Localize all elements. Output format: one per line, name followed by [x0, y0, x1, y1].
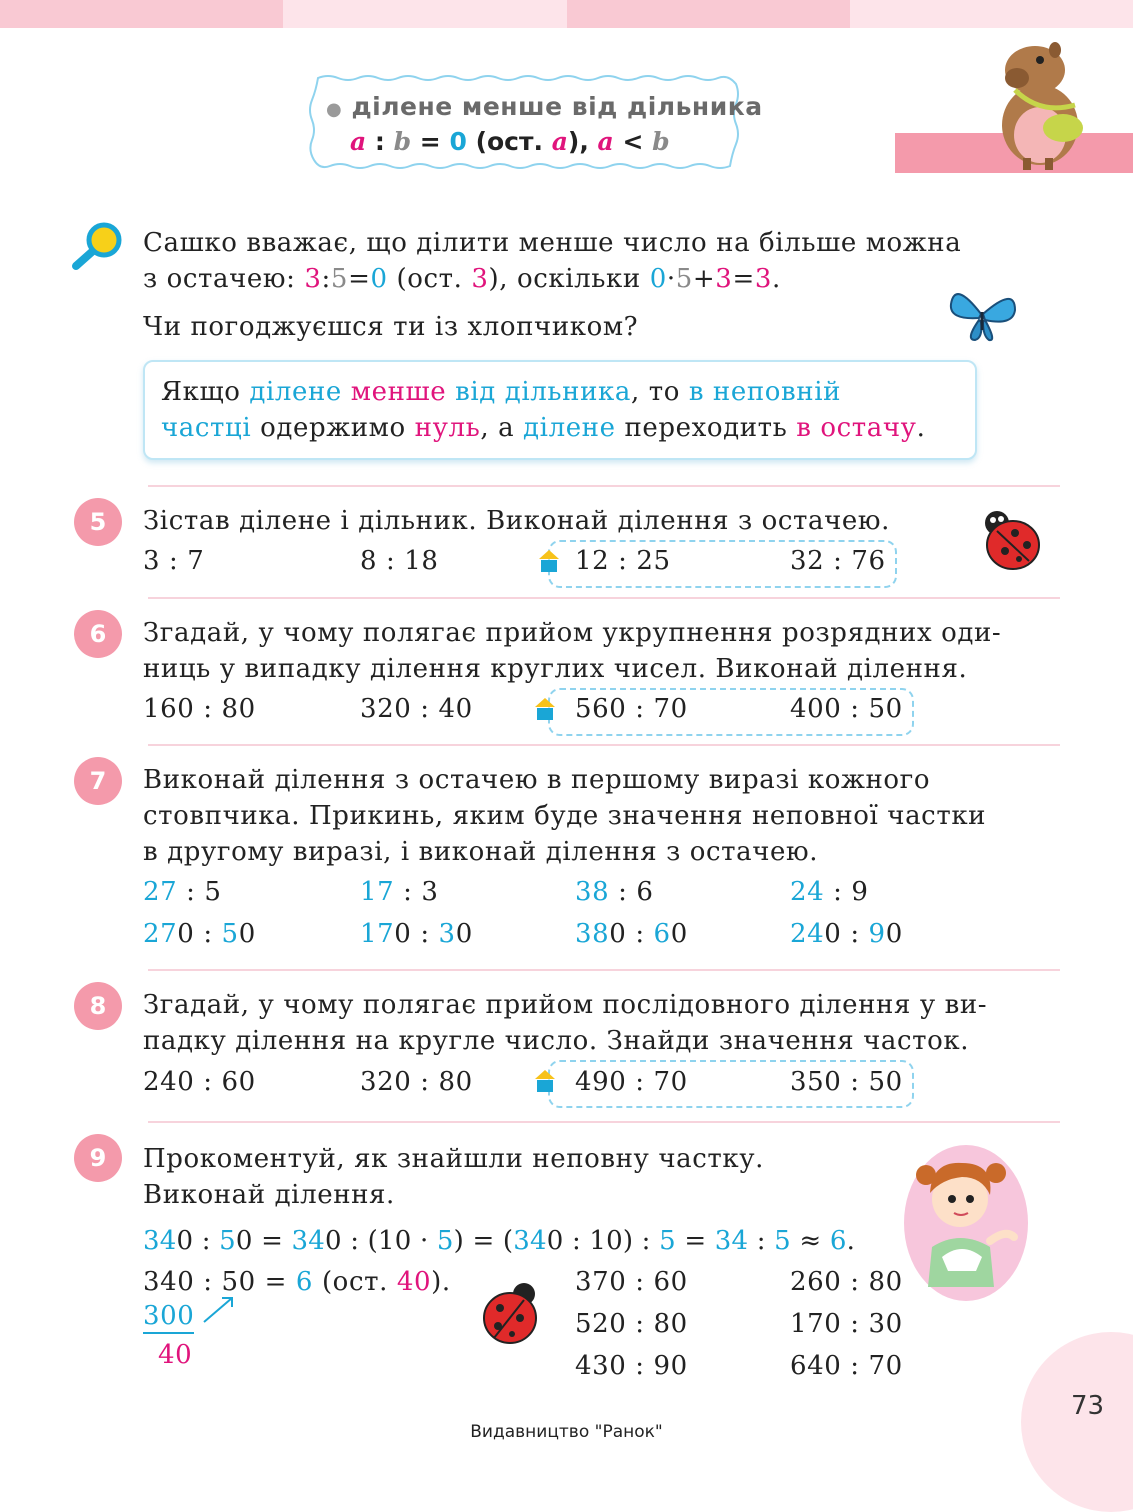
- text: ).: [431, 1267, 451, 1297]
- expr: [360, 874, 439, 910]
- text: ділене: [249, 377, 351, 407]
- formula-line: [350, 127, 670, 156]
- expr: 490 : 70: [575, 1067, 688, 1097]
- divider: [148, 597, 1060, 599]
- op: ·: [666, 264, 676, 294]
- expr: 3 : 7: [143, 546, 205, 576]
- ladybug-illustration: [975, 505, 1045, 577]
- num: 5: [221, 919, 239, 949]
- num: 9: [868, 919, 886, 949]
- formula-close: ),: [567, 127, 598, 156]
- text: нуль: [414, 413, 481, 443]
- divider: [148, 969, 1060, 971]
- expr: 260 : 80: [790, 1267, 903, 1297]
- expr: [575, 874, 654, 910]
- task-number-badge: 8: [74, 982, 122, 1030]
- magnifier-icon: [68, 222, 124, 274]
- text: в остачу: [796, 413, 917, 443]
- text: Якщо: [161, 377, 250, 407]
- formula-a3: a: [597, 127, 614, 156]
- expr: 12 : 25: [575, 546, 671, 576]
- num: 27: [143, 877, 178, 907]
- num: 3: [438, 919, 456, 949]
- text: менше: [350, 377, 456, 407]
- num: 34: [291, 1226, 326, 1256]
- op: ≈: [790, 1226, 830, 1256]
- top-band-1: [0, 0, 283, 28]
- num: 38: [575, 919, 610, 949]
- butterfly-illustration: [945, 280, 1020, 346]
- expr: 370 : 60: [575, 1267, 688, 1297]
- num: 0: [238, 919, 256, 949]
- num: 3: [304, 264, 322, 294]
- task8-line-1: Згадай, у чому полягає прийом послідовного ділення у ви-: [143, 990, 988, 1020]
- text: ), оскільки: [488, 264, 650, 294]
- expr: 560 : 70: [575, 694, 688, 724]
- expr: [143, 874, 222, 910]
- task7-line-3: в другому виразі, і виконай ділення з остачею.: [143, 837, 819, 867]
- num: 40: [396, 1267, 432, 1297]
- formula-lt: <: [613, 127, 653, 156]
- formula-colon: :: [366, 127, 394, 156]
- text: .: [771, 264, 781, 294]
- text: одержимо: [251, 413, 415, 443]
- formula-title-row: [326, 92, 763, 121]
- expr: 350 : 50: [790, 1067, 903, 1097]
- task9-line-2: Виконай ділення.: [143, 1180, 395, 1210]
- num: 5: [204, 877, 222, 907]
- page-number: 73: [1071, 1391, 1105, 1421]
- op: =: [675, 1226, 715, 1256]
- top-band-4: [850, 0, 1133, 28]
- text: , а: [480, 413, 524, 443]
- op: =: [732, 264, 755, 294]
- top-band-3: [567, 0, 850, 28]
- num: 6: [636, 877, 654, 907]
- intro-question: Чи погоджуєшся ти із хлопчиком?: [143, 312, 639, 342]
- expr: 320 : 40: [360, 694, 473, 724]
- op: =: [348, 264, 371, 294]
- task9-line-1: Прокоментуй, як знайшли неповну частку.: [143, 1144, 764, 1174]
- text: (ост.: [387, 264, 472, 294]
- girl-illustration: [902, 1137, 1030, 1303]
- publisher: Видавництво "Ранок": [470, 1422, 663, 1442]
- expr: 400 : 50: [790, 694, 903, 724]
- num: 5: [675, 264, 693, 294]
- top-band-2: [283, 0, 567, 28]
- task6-line-2: ниць у випадку ділення круглих чисел. Виконай ділення.: [143, 654, 968, 684]
- num: 3: [471, 264, 489, 294]
- text: 340 : 50 =: [143, 1267, 296, 1297]
- formula-ost: (ост.: [466, 127, 552, 156]
- task-number-badge: 6: [74, 610, 122, 658]
- num: 6: [829, 1226, 847, 1256]
- num: 17: [360, 919, 395, 949]
- task9-result: [143, 1264, 451, 1300]
- op: =: [252, 1226, 292, 1256]
- text: в неповній: [688, 377, 842, 407]
- task7-line-2: стовпчика. Прикинь, яким буде значення неповної частки: [143, 801, 987, 831]
- house-icon: [535, 1070, 555, 1092]
- task8-line-2: падку ділення на кругле число. Знайди значення часток.: [143, 1026, 970, 1056]
- task6-line-1: Згадай, у чому полягає прийом укрупнення розрядних оди-: [143, 618, 1002, 648]
- house-icon: [535, 698, 555, 720]
- bullet: ●: [326, 99, 343, 120]
- text: (ост.: [313, 1267, 397, 1297]
- divider: [148, 485, 1060, 487]
- num: 38: [575, 877, 610, 907]
- num: 3: [715, 264, 733, 294]
- op: :: [194, 919, 222, 949]
- expr: [575, 916, 688, 952]
- ladybug-illustration: [478, 1278, 548, 1350]
- op: :: [841, 919, 869, 949]
- text: від дільника: [455, 377, 631, 407]
- text: ділене: [523, 413, 616, 443]
- intro-line-1: Сашко вважає, що ділити менше число на більше можна: [143, 228, 962, 258]
- expr: 320 : 80: [360, 1067, 473, 1097]
- num: 5: [330, 264, 349, 294]
- expr: 430 : 90: [575, 1351, 688, 1381]
- rule-line-2: [161, 410, 925, 446]
- divider: [148, 1121, 1060, 1123]
- formula-b: b: [393, 127, 412, 156]
- expr: 8 : 18: [360, 546, 439, 576]
- num: 5: [219, 1226, 236, 1256]
- op: :: [193, 1226, 220, 1256]
- capybara-illustration: [985, 30, 1115, 170]
- num: 17: [360, 877, 395, 907]
- expr: [143, 916, 256, 952]
- op: : 10) :: [563, 1226, 660, 1256]
- num: 0: [370, 264, 388, 294]
- num: 6: [653, 919, 671, 949]
- op: :: [177, 877, 205, 907]
- task7-line-1: Виконай ділення з остачею в першому виразі кожного: [143, 765, 931, 795]
- num: 24: [790, 877, 825, 907]
- num: 27: [143, 919, 178, 949]
- num: 5: [774, 1226, 791, 1256]
- text: .: [916, 413, 926, 443]
- num: 34: [714, 1226, 749, 1256]
- expr: [790, 916, 903, 952]
- text: , то: [630, 377, 689, 407]
- num: 5: [659, 1226, 676, 1256]
- task-number-badge: 7: [74, 757, 122, 805]
- formula-a: a: [350, 127, 367, 156]
- op: :: [411, 919, 439, 949]
- expr: 170 : 30: [790, 1309, 903, 1339]
- num: 0: [824, 919, 842, 949]
- num: 0: [546, 1226, 564, 1256]
- subtrahend: 300: [143, 1300, 194, 1334]
- formula-title: ділене менше від дільника: [351, 92, 763, 121]
- op: +: [692, 264, 716, 294]
- op: : (10 ·: [341, 1226, 437, 1256]
- rule-line-1: [161, 374, 841, 410]
- num: 0: [885, 919, 903, 949]
- task9-example: [143, 1223, 855, 1259]
- text: з остачею:: [143, 264, 305, 294]
- expr: 160 : 80: [143, 694, 256, 724]
- intro-line-2: [143, 261, 781, 297]
- num: 0: [455, 919, 473, 949]
- num: 0: [609, 919, 627, 949]
- num: 3: [421, 877, 439, 907]
- remainder: 40: [158, 1340, 193, 1370]
- expr: 520 : 80: [575, 1309, 688, 1339]
- num: 0: [649, 264, 667, 294]
- op: :: [748, 1226, 775, 1256]
- op: :: [824, 877, 852, 907]
- num: 0: [235, 1226, 253, 1256]
- num: 0: [394, 919, 412, 949]
- num: 6: [295, 1267, 314, 1297]
- text: переходить: [615, 413, 797, 443]
- op: :: [609, 877, 637, 907]
- op: :: [394, 877, 422, 907]
- house-icon: [539, 550, 559, 572]
- task5-text: Зістав ділене і дільник. Виконай ділення з остачею.: [143, 506, 891, 536]
- num: 0: [670, 919, 688, 949]
- expr: [790, 874, 869, 910]
- task-number-badge: 9: [74, 1134, 122, 1182]
- num: 34: [143, 1226, 177, 1256]
- num: 0: [325, 1226, 342, 1256]
- expr: [360, 916, 473, 952]
- op: ) = (: [453, 1226, 514, 1256]
- formula-eq: =: [411, 127, 450, 156]
- num: 5: [436, 1226, 454, 1256]
- formula-a2: a: [551, 127, 568, 156]
- op: :: [626, 919, 654, 949]
- num: 0: [176, 1226, 194, 1256]
- num: 3: [754, 264, 772, 294]
- num: 0: [177, 919, 195, 949]
- expr: 240 : 60: [143, 1067, 256, 1097]
- text: частці: [161, 413, 252, 443]
- arrow-icon: [202, 1294, 236, 1324]
- expr: 32 : 76: [790, 546, 886, 576]
- expr: 640 : 70: [790, 1351, 903, 1381]
- formula-b2: b: [652, 127, 670, 156]
- divider: [148, 744, 1060, 746]
- num: 9: [851, 877, 869, 907]
- formula-zero: 0: [449, 127, 467, 156]
- num: 24: [790, 919, 825, 949]
- op: :: [321, 264, 331, 294]
- op: .: [846, 1226, 856, 1256]
- num: 34: [513, 1226, 547, 1256]
- task-number-badge: 5: [74, 498, 122, 546]
